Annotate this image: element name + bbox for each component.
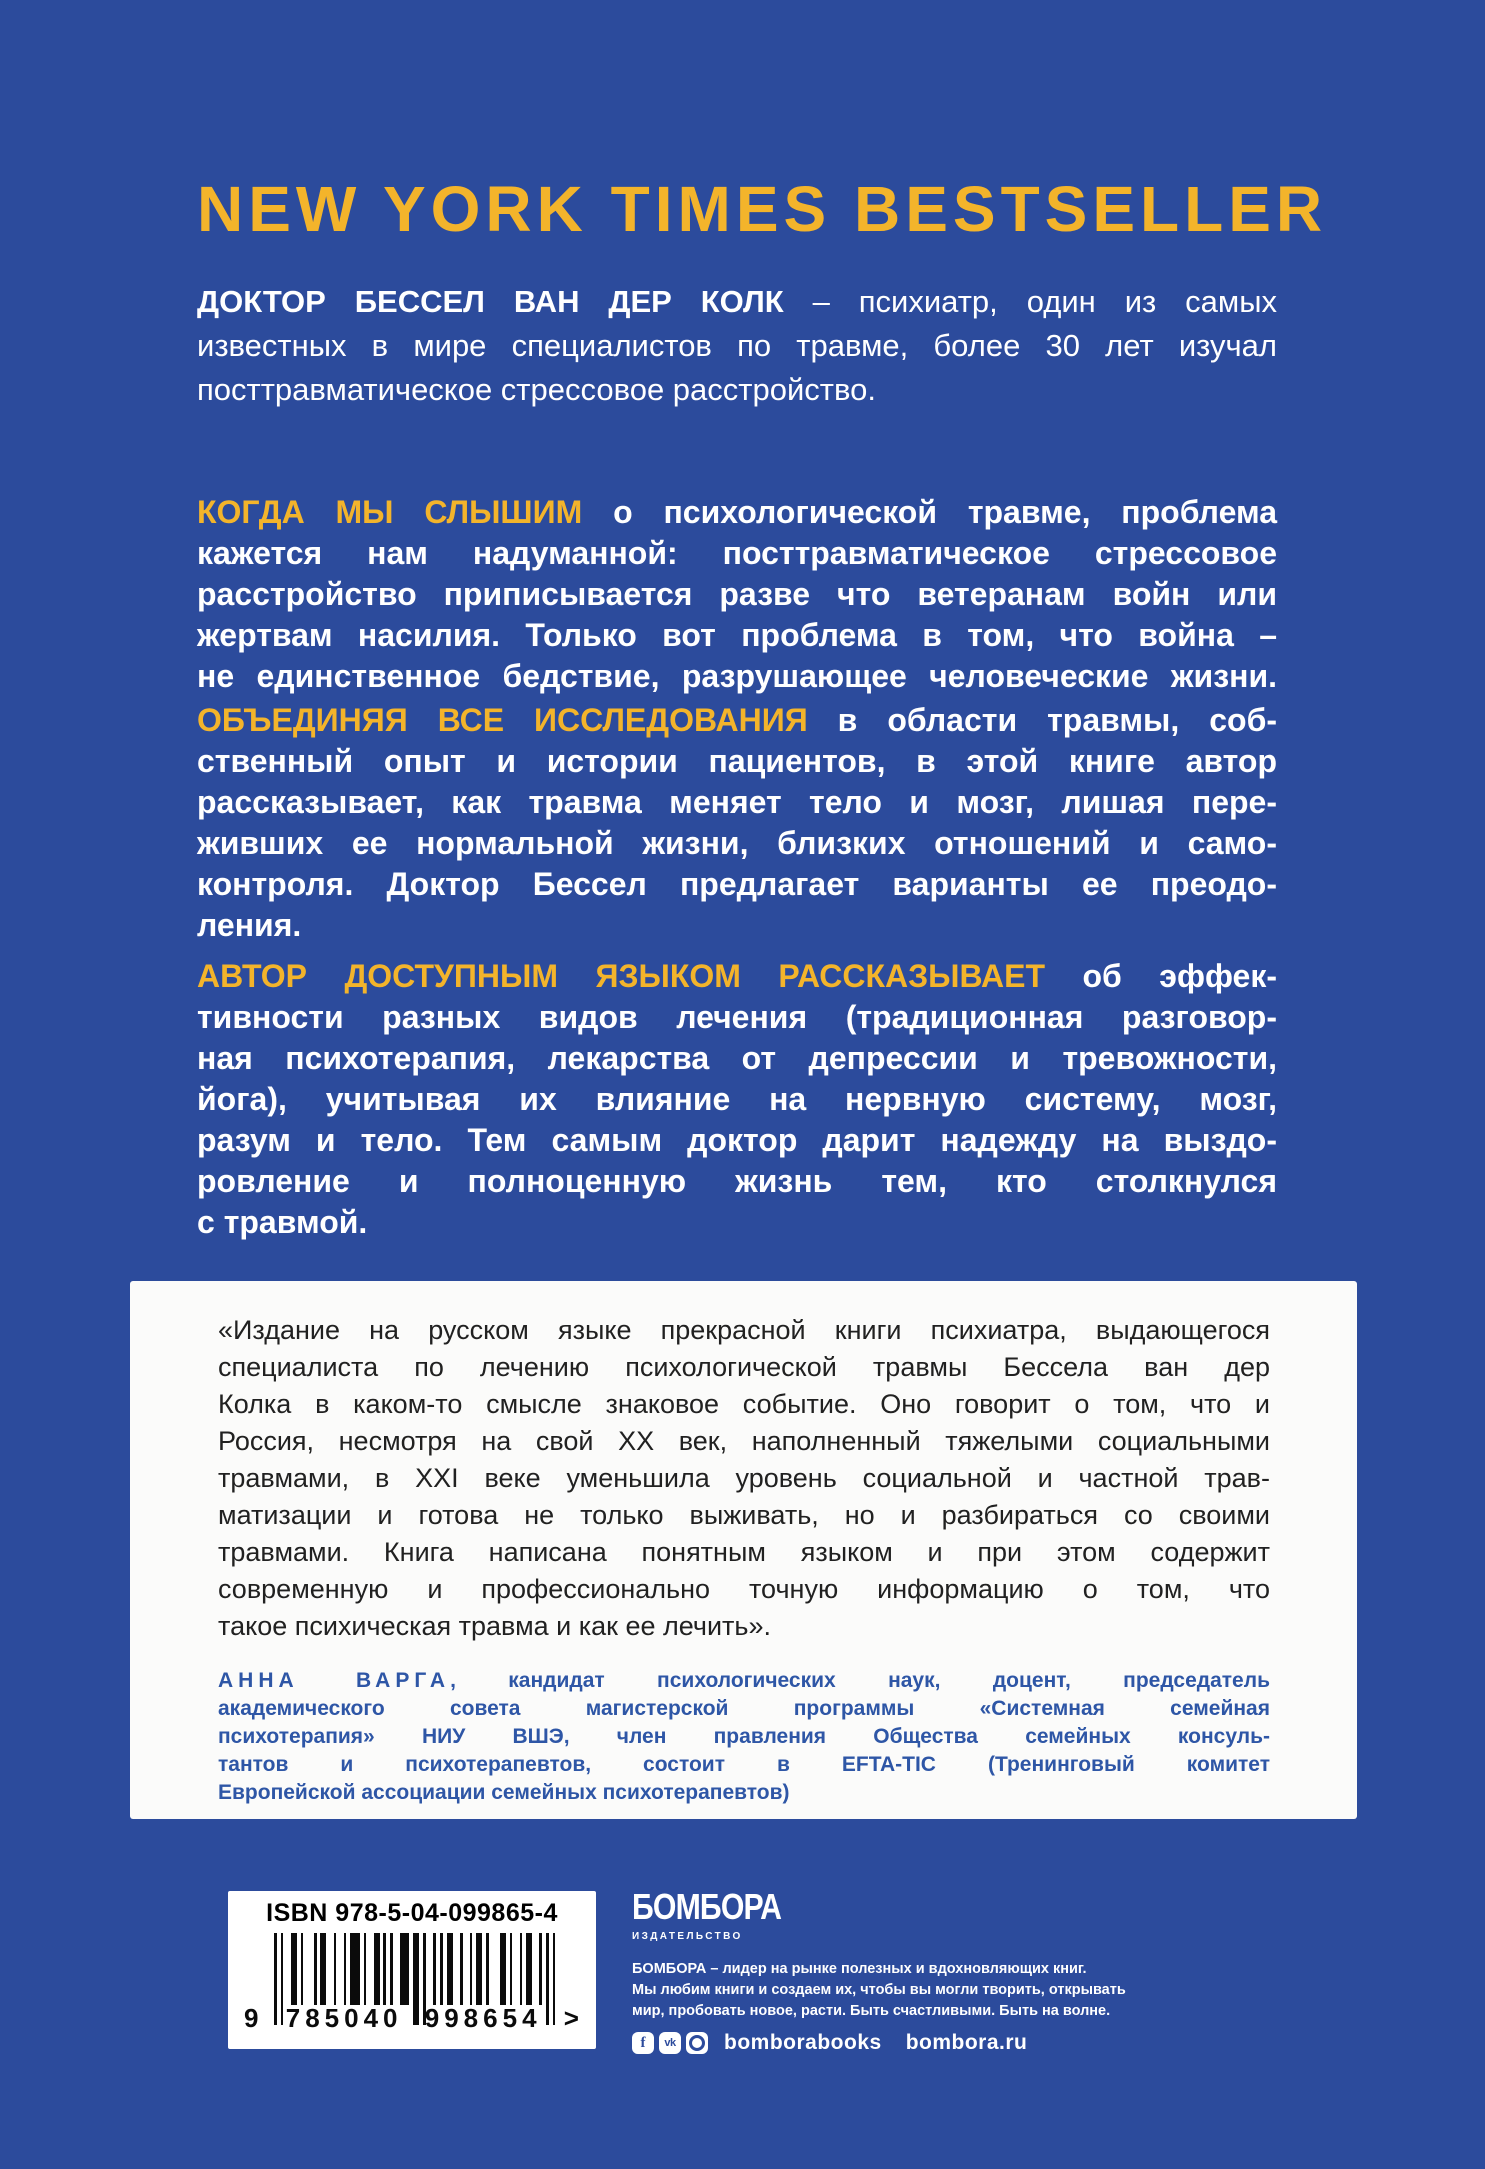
barcode-digit-group: 998654 xyxy=(424,2003,542,2033)
barcode-digit-group: 785040 xyxy=(285,2003,403,2033)
paragraph-lead: АВТОР ДОСТУПНЫМ ЯЗЫКОМ РАССКАЗЫВАЕТ xyxy=(197,958,1046,994)
text-line xyxy=(197,492,1277,533)
text-line xyxy=(197,700,1277,741)
text-line: тантов и психотерапевтов, состоит в EFTA-TIC (Тренинговый комитет xyxy=(218,1753,1270,1776)
text-line: психотерапия» НИУ ВШЭ, член правления Общества семейных консуль- xyxy=(218,1725,1270,1748)
text-line: кажется нам надуманной: посттравматическое стрессовое xyxy=(197,535,1277,571)
publisher-block xyxy=(632,1886,1126,2055)
camera-lens xyxy=(689,2035,705,2051)
text-line: специалиста по лечению психологической травмы Бессела ван дер xyxy=(218,1352,1270,1382)
text-line: ления. xyxy=(197,907,302,943)
publisher-logo: БОМБОРА xyxy=(632,1886,782,1927)
paragraph-lead: КОГДА МЫ СЛЫШИМ xyxy=(197,494,583,530)
text-line: ровление и полноценную жизнь тем, кто столкнулся xyxy=(197,1163,1277,1199)
vk-icon: vk xyxy=(659,2032,681,2054)
text-line xyxy=(197,956,1277,997)
text-line: расстройство приписывается разве что ветеранам войн или xyxy=(197,576,1277,612)
reviewer-name: АННА ВАРГА xyxy=(218,1669,451,1692)
barcode-digit-group: 9 xyxy=(244,2003,264,2033)
text-line: такое психическая травма и как ее лечить». xyxy=(218,1611,771,1641)
facebook-icon: f xyxy=(632,2032,654,2054)
isbn-barcode-box xyxy=(228,1891,596,2049)
publisher-description xyxy=(632,1959,1126,2022)
text-line: ная психотерапия, лекарства от депрессии и тревожности, xyxy=(197,1040,1277,1076)
line-rest: , кандидат психологических наук, доцент, председатель xyxy=(450,1669,1270,1692)
line-rest: в области травмы, соб- xyxy=(807,702,1278,738)
text-line: йога), учитывая их влияние на нервную систему, мозг, xyxy=(197,1081,1277,1117)
text-line: контроля. Доктор Бессел предлагает варианты ее преодо- xyxy=(197,866,1277,902)
text-line: живших ее нормальной жизни, близких отношений и само- xyxy=(197,825,1277,861)
review-quote-box xyxy=(130,1281,1357,1819)
publisher-site: bombora.ru xyxy=(905,2031,1028,2054)
isbn-label: ISBN 978-5-04-099865-4 xyxy=(266,1899,558,1927)
bestseller-title: NEW YORK TIMES BESTSELLER xyxy=(197,173,1328,245)
text-line: Россия, несмотря на свой XX век, наполненный тяжелыми социальными xyxy=(218,1426,1270,1456)
text-line: БОМБОРА – лидер на рынке полезных и вдохновляющих книг. xyxy=(632,1961,1087,1977)
text-line: «Издание на русском языке прекрасной книги психиатра, выдающегося xyxy=(218,1315,1270,1345)
social-handle: bomborabooks xyxy=(724,2031,882,2054)
barcode-bars xyxy=(274,1933,556,2005)
social-row xyxy=(632,2031,1112,2055)
intro-paragraph xyxy=(197,280,1277,412)
text-line: современную и профессионально точную информацию о том, что xyxy=(218,1574,1270,1604)
text-line: жертвам насилия. Только вот проблема в том, что война – xyxy=(197,617,1277,653)
barcode-digits xyxy=(244,2003,584,2034)
text-line: не единственное бедствие, разрушающее человеческие жизни. xyxy=(197,658,1277,694)
text-line: рассказывает, как травма меняет тело и мозг, лишая пере- xyxy=(197,784,1277,820)
text-line: Мы любим книги и создаем их, чтобы вы могли творить, открывать xyxy=(632,1982,1126,1998)
text-line: с травмой. xyxy=(197,1204,368,1240)
text-line: Колка в каком-то смысле знаковое событие. Оно говорит о том, что и xyxy=(218,1389,1270,1419)
barcode-arrow: > xyxy=(563,2003,584,2033)
reviewer-bio xyxy=(218,1667,1270,1807)
instagram-icon xyxy=(686,2032,708,2054)
text-line xyxy=(218,1667,1270,1695)
text-line: академического совета магистерской программы «Системная семейная xyxy=(218,1697,1270,1720)
text-line: Европейской ассоциации семейных психотерапевтов) xyxy=(218,1781,790,1804)
intro-lead: ДОКТОР БЕССЕЛ ВАН ДЕР КОЛК xyxy=(197,284,784,319)
paragraph-when-we-hear xyxy=(197,492,1277,697)
paragraph-lead: ОБЪЕДИНЯЯ ВСЕ ИССЛЕДОВАНИЯ xyxy=(197,702,808,738)
review-quote xyxy=(218,1312,1270,1645)
text-line: ственный опыт и истории пациентов, в этой книге автор xyxy=(197,743,1277,779)
text-line: тивности разных видов лечения (традиционная разговор- xyxy=(197,999,1277,1035)
paragraph-uniting-research xyxy=(197,700,1277,946)
line-rest: о психологической травме, проблема xyxy=(582,494,1278,530)
publisher-subtitle: ИЗДАТЕЛЬСТВО xyxy=(632,1931,743,1942)
text-line: травмами, в XXI веке уменьшила уровень социальной и частной трав- xyxy=(218,1463,1270,1493)
text-line: посттравматическое стрессовое расстройство. xyxy=(197,372,876,407)
text-line: матизации и готова не только выживать, но и разбираться со своими xyxy=(218,1500,1270,1530)
line-rest: об эффек- xyxy=(1045,958,1278,994)
intro-line-rest: – психиатр, один из самых xyxy=(783,284,1277,319)
text-line: мир, пробовать новое, расти. Быть счастливыми. Быть на волне. xyxy=(632,2003,1111,2019)
text-line: травмами. Книга написана понятным языком и при этом содержит xyxy=(218,1537,1270,1567)
paragraph-author-explains xyxy=(197,956,1277,1243)
text-line: разум и тело. Тем самым доктор дарит надежду на выздо- xyxy=(197,1122,1277,1158)
text-line xyxy=(197,280,1277,324)
text-line: известных в мире специалистов по травме, более 30 лет изучал xyxy=(197,328,1277,363)
